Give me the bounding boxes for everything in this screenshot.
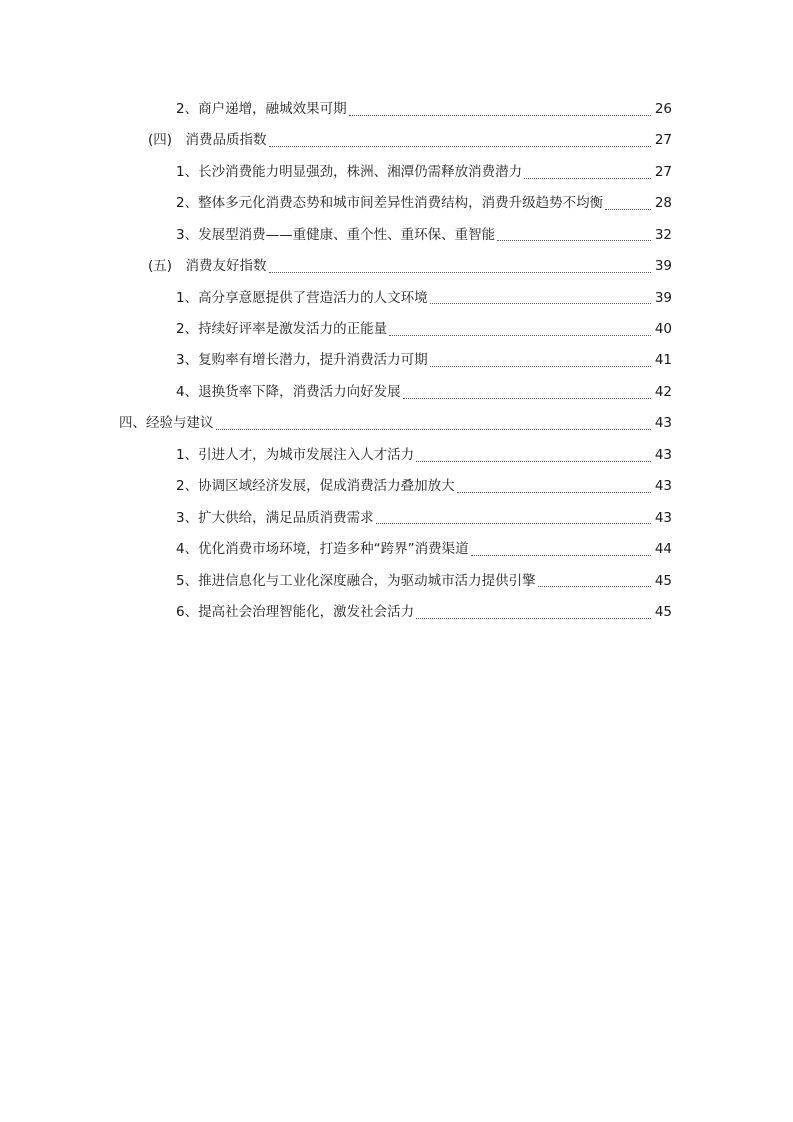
toc-entry[interactable] bbox=[0, 534, 793, 565]
toc-entry[interactable] bbox=[0, 597, 793, 628]
toc-leader-dots bbox=[269, 145, 651, 147]
toc-entry[interactable] bbox=[0, 94, 793, 125]
toc-entry[interactable] bbox=[0, 283, 793, 314]
toc-leader-dots bbox=[605, 208, 651, 210]
toc-entry-page: 43 bbox=[654, 509, 672, 526]
toc-entry-label: (四) 消费品质指数 bbox=[148, 132, 267, 149]
toc-entry[interactable] bbox=[0, 408, 793, 439]
toc-entry-label: 5、推进信息化与工业化深度融合，为驱动城市活力提供引擎 bbox=[176, 572, 536, 589]
toc-entry-page: 28 bbox=[654, 195, 672, 212]
toc-entry[interactable] bbox=[0, 440, 793, 471]
toc-entry-label: 1、长沙消费能力明显强劲，株洲、湘潭仍需释放消费潜力 bbox=[176, 163, 523, 180]
toc-entry[interactable] bbox=[0, 157, 793, 188]
toc-entry-label: 1、高分享意愿提供了营造活力的人文环境 bbox=[176, 289, 428, 306]
toc-leader-dots bbox=[471, 554, 651, 556]
toc-leader-dots bbox=[524, 177, 651, 179]
toc-leader-dots bbox=[403, 397, 651, 399]
toc-entry-label: 4、退换货率下降，消费活力向好发展 bbox=[176, 383, 401, 400]
toc-entry-page: 45 bbox=[654, 572, 672, 589]
toc-entry[interactable] bbox=[0, 314, 793, 345]
toc-entry[interactable] bbox=[0, 471, 793, 502]
toc-leader-dots bbox=[497, 239, 651, 241]
toc-entry-page: 32 bbox=[654, 226, 672, 243]
toc-leader-dots bbox=[349, 114, 651, 116]
toc-entry-label: 4、优化消费市场环境，打造多种“跨界”消费渠道 bbox=[176, 541, 469, 558]
toc-entry-page: 42 bbox=[654, 383, 672, 400]
toc-entry[interactable] bbox=[0, 377, 793, 408]
toc-entry-label: 3、扩大供给，满足品质消费需求 bbox=[176, 509, 374, 526]
toc-leader-dots bbox=[430, 302, 651, 304]
toc-entry-label: 四、经验与建议 bbox=[119, 415, 214, 432]
toc-entry-page: 43 bbox=[654, 415, 672, 432]
toc-entry-label: 3、发展型消费——重健康、重个性、重环保、重智能 bbox=[176, 226, 496, 243]
toc-entry-label: 2、整体多元化消费态势和城市间差异性消费结构，消费升级趋势不均衡 bbox=[176, 195, 604, 212]
toc-leader-dots bbox=[216, 428, 652, 430]
toc-leader-dots bbox=[416, 617, 651, 619]
toc-entry-page: 43 bbox=[654, 446, 672, 463]
toc-entry-label: 6、提高社会治理智能化，激发社会活力 bbox=[176, 603, 415, 620]
toc-entry-page: 45 bbox=[654, 603, 672, 620]
toc-entry[interactable] bbox=[0, 346, 793, 377]
toc-entry-page: 27 bbox=[654, 163, 672, 180]
toc-entry-label: 2、持续好评率是激发活力的正能量 bbox=[176, 321, 388, 338]
toc-entry-label: 3、复购率有增长潜力，提升消费活力可期 bbox=[176, 352, 428, 369]
toc-leader-dots bbox=[416, 460, 651, 462]
toc-entry[interactable] bbox=[0, 125, 793, 156]
toc-leader-dots bbox=[538, 585, 651, 587]
toc-entry-page: 41 bbox=[654, 352, 672, 369]
toc-entry-page: 44 bbox=[654, 541, 672, 558]
toc-entry-page: 27 bbox=[654, 132, 672, 149]
toc-entry-label: (五) 消费友好指数 bbox=[148, 258, 267, 275]
toc-leader-dots bbox=[457, 491, 651, 493]
toc-entry-page: 43 bbox=[654, 478, 672, 495]
toc-entry-label: 1、引进人才，为城市发展注入人才活力 bbox=[176, 446, 415, 463]
toc-leader-dots bbox=[389, 334, 651, 336]
toc-entry[interactable] bbox=[0, 188, 793, 219]
toc-entry[interactable] bbox=[0, 220, 793, 251]
toc-entry-label: 2、商户递增，融城效果可期 bbox=[176, 100, 347, 117]
toc-entry-page: 39 bbox=[654, 289, 672, 306]
toc-leader-dots bbox=[269, 271, 651, 273]
table-of-contents bbox=[0, 94, 793, 628]
toc-entry[interactable] bbox=[0, 566, 793, 597]
toc-entry-page: 39 bbox=[654, 258, 672, 275]
toc-entry-page: 40 bbox=[654, 321, 672, 338]
toc-leader-dots bbox=[376, 522, 651, 524]
toc-entry-label: 2、协调区域经济发展，促成消费活力叠加放大 bbox=[176, 478, 455, 495]
toc-entry[interactable] bbox=[0, 503, 793, 534]
toc-entry[interactable] bbox=[0, 251, 793, 282]
toc-leader-dots bbox=[430, 365, 651, 367]
toc-entry-page: 26 bbox=[654, 100, 672, 117]
